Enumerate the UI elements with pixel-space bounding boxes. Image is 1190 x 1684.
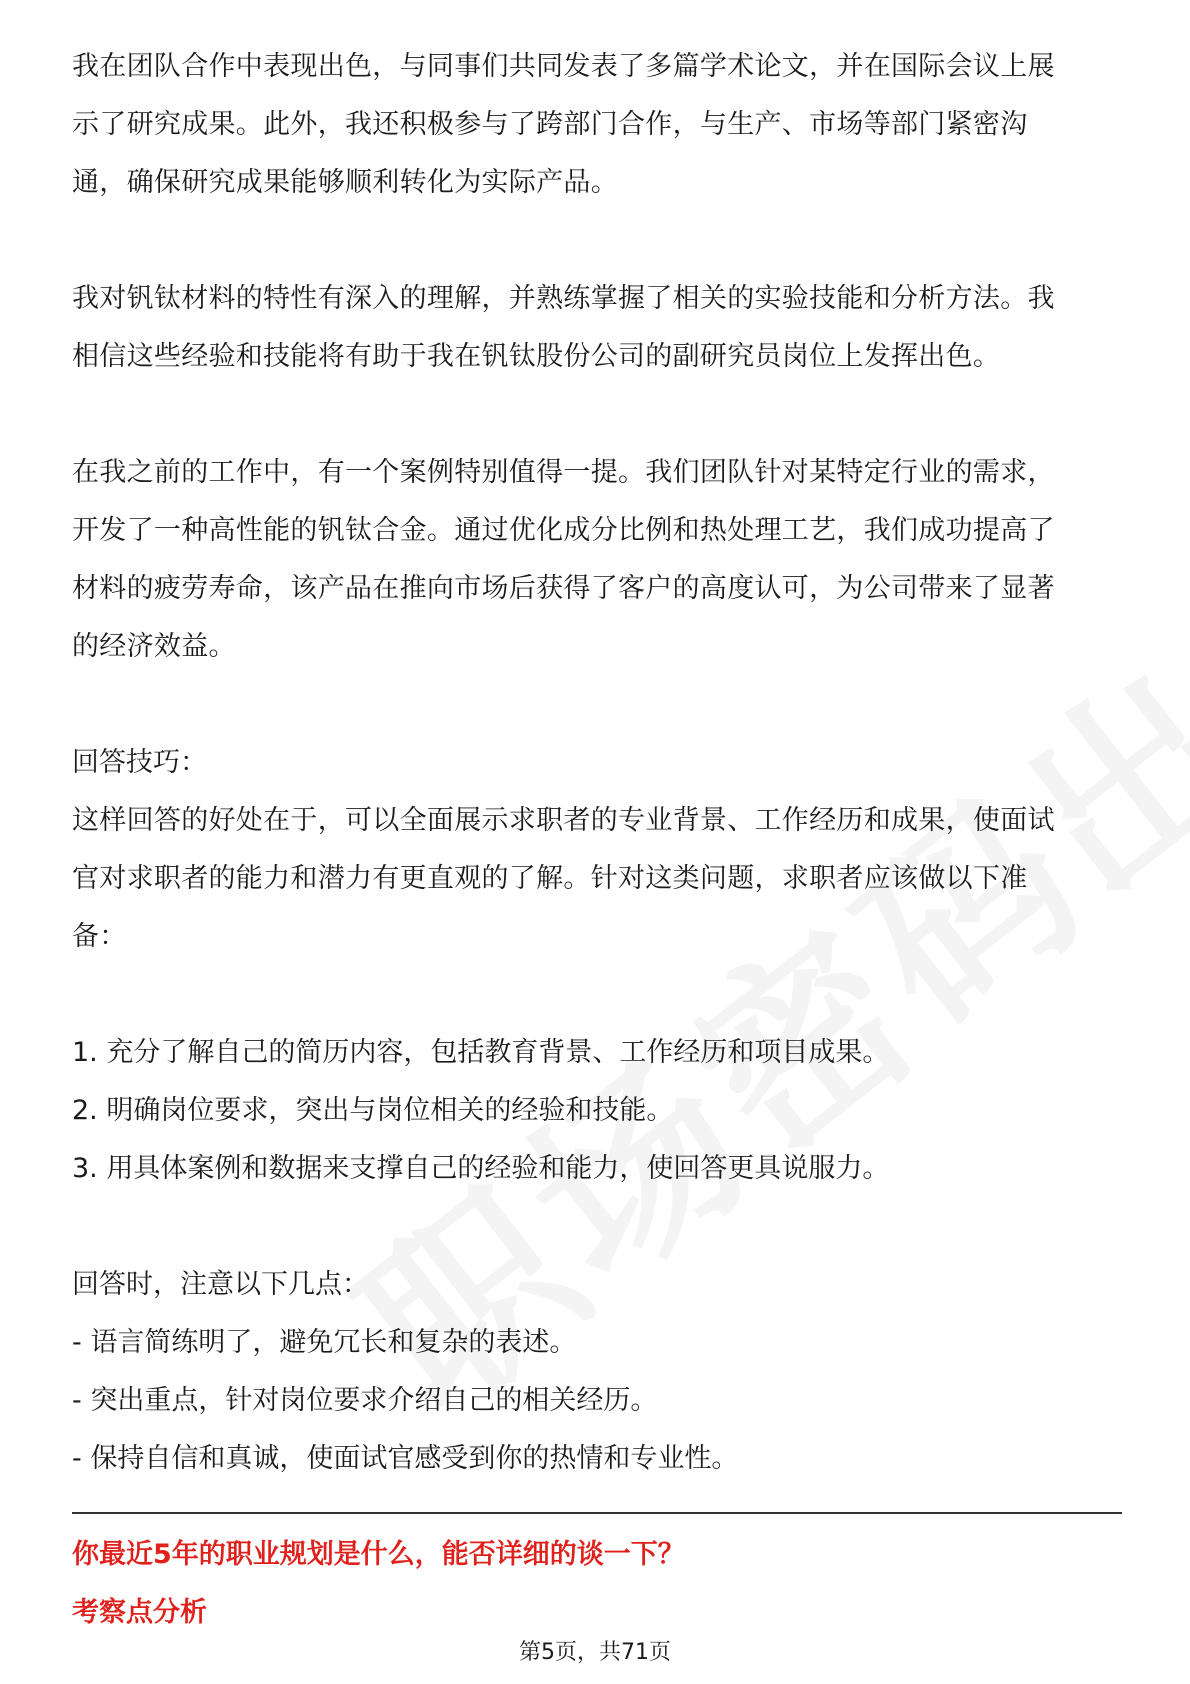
document-body	[72, 38, 1122, 1488]
paragraph-line: 示了研究成果。此外，我还积极参与了跨部门合作，与生产、市场等部门紧密沟	[72, 109, 1028, 140]
list-item: 1. 充分了解自己的简历内容，包括教育背景、工作经历和项目成果。	[72, 1037, 890, 1068]
next-question-title: 你最近5年的职业规划是什么，能否详细的谈一下？	[72, 1539, 685, 1570]
page-number: 第5页，共71页	[519, 1640, 671, 1665]
section-divider	[72, 1512, 1122, 1514]
spacer	[72, 1198, 1122, 1256]
list-item: - 突出重点，针对岗位要求介绍自己的相关经历。	[72, 1385, 658, 1416]
list-item: - 保持自信和真诚，使面试官感受到你的热情和专业性。	[72, 1443, 739, 1474]
spacer	[72, 386, 1122, 444]
paragraph-line: 在我之前的工作中，有一个案例特别值得一提。我们团队针对某特定行业的需求，	[72, 457, 1055, 488]
list-item: 2. 明确岗位要求，突出与岗位相关的经验和技能。	[72, 1095, 674, 1126]
analysis-heading: 考察点分析	[72, 1597, 207, 1628]
tips-line: 官对求职者的能力和潜力有更直观的了解。针对这类问题，求职者应该做以下准	[72, 863, 1028, 894]
paragraph-line: 相信这些经验和技能将有助于我在钒钛股份公司的副研究员岗位上发挥出色。	[72, 341, 1001, 372]
tips-line: 备：	[72, 921, 127, 952]
spacer	[72, 676, 1122, 734]
paragraph-line: 我对钒钛材料的特性有深入的理解，并熟练掌握了相关的实验技能和分析方法。我	[72, 283, 1055, 314]
notes-label: 回答时，注意以下几点：	[72, 1269, 369, 1300]
paragraph-line: 开发了一种高性能的钒钛合金。通过优化成分比例和热处理工艺，我们成功提高了	[72, 515, 1055, 546]
tips-line: 这样回答的好处在于，可以全面展示求职者的专业背景、工作经历和成果，使面试	[72, 805, 1055, 836]
spacer	[72, 966, 1122, 1024]
paragraph-line: 通，确保研究成果能够顺利转化为实际产品。	[72, 167, 618, 198]
list-item: - 语言简练明了，避免冗长和复杂的表述。	[72, 1327, 577, 1358]
tips-label: 回答技巧：	[72, 747, 207, 778]
paragraph-line: 的经济效益。	[72, 631, 236, 662]
paragraph-line: 材料的疲劳寿命，该产品在推向市场后获得了客户的高度认可，为公司带来了显著	[72, 573, 1055, 604]
spacer	[72, 212, 1122, 270]
list-item: 3. 用具体案例和数据来支撑自己的经验和能力，使回答更具说服力。	[72, 1153, 890, 1184]
paragraph-line: 我在团队合作中表现出色，与同事们共同发表了多篇学术论文，并在国际会议上展	[72, 51, 1055, 82]
